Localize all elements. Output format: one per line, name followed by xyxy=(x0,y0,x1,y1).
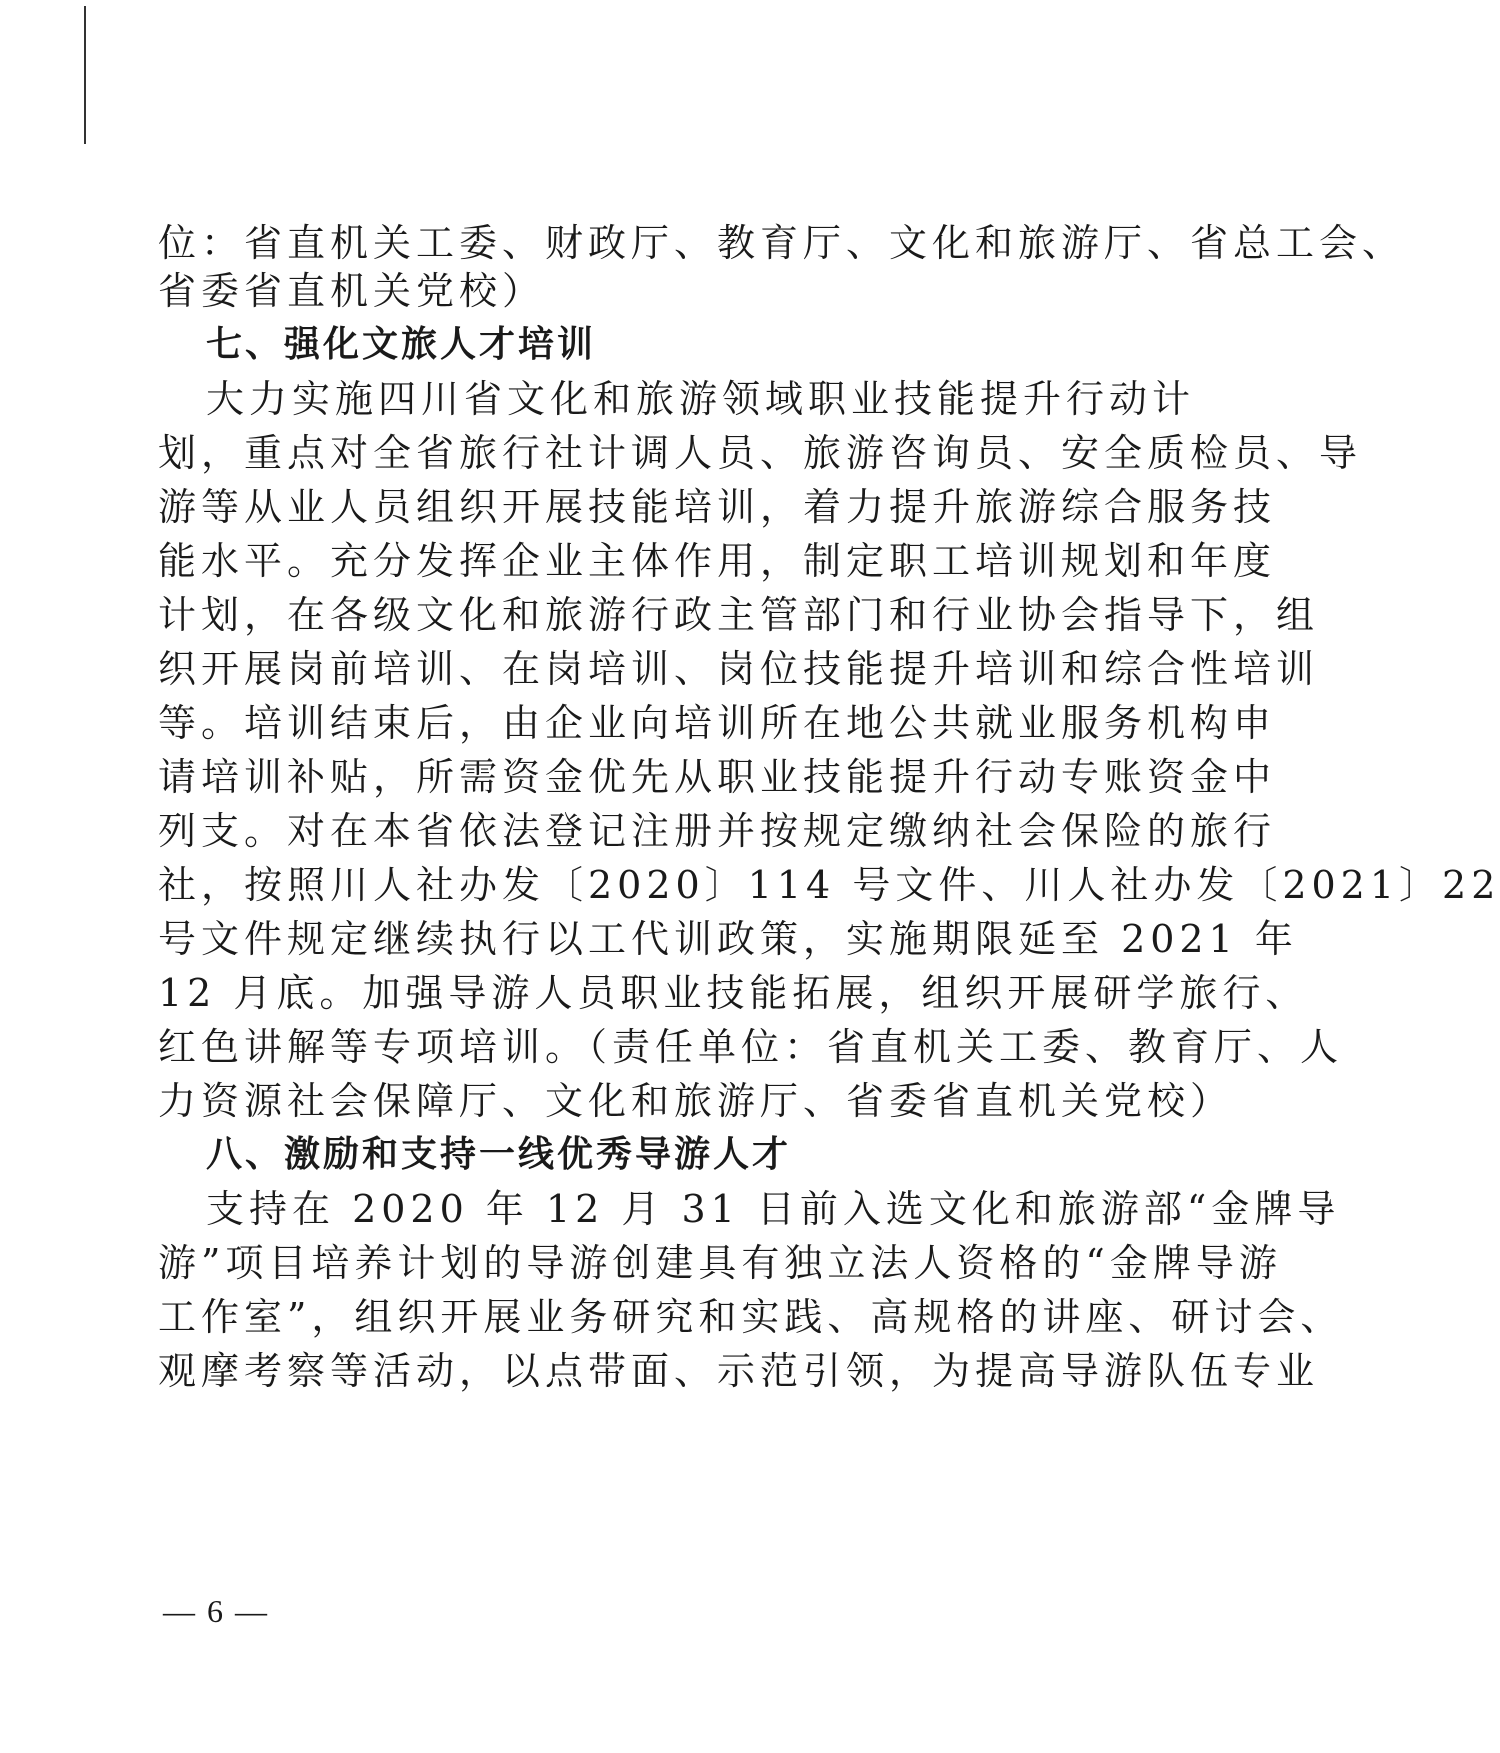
text-line: 省委省直机关党校） xyxy=(158,269,546,313)
page-number: — 6 — xyxy=(163,1593,269,1629)
section-heading-7: 七、强化文旅人才培训 xyxy=(206,324,597,365)
text-line: 红色讲解等专项培训。（责任单位：省直机关工委、教育厅、人 xyxy=(158,1025,1344,1069)
text-line: 划，重点对全省旅行社计调人员、旅游咨询员、安全质检员、导 xyxy=(158,431,1363,475)
text-line: 等。培训结束后，由企业向培训所在地公共就业服务机构申 xyxy=(158,701,1277,745)
text-line: 列支。对在本省依法登记注册并按规定缴纳社会保险的旅行 xyxy=(158,809,1277,853)
text-line: 号文件规定继续执行以工代训政策，实施期限延至 2021 年 xyxy=(158,917,1298,961)
text-line: 位：省直机关工委、财政厅、教育厅、文化和旅游厅、省总工会、 xyxy=(158,221,1406,265)
text-line: 12 月底。加强导游人员职业技能拓展，组织开展研学旅行、 xyxy=(158,971,1309,1015)
text-line: 社，按照川人社办发〔2020〕114 号文件、川人社办发〔2021〕22 xyxy=(158,863,1500,907)
text-line: 织开展岗前培训、在岗培训、岗位技能提升培训和综合性培训 xyxy=(158,647,1320,691)
text-line: 支持在 2020 年 12 月 31 日前入选文化和旅游部“金牌导 xyxy=(206,1187,1341,1231)
text-line: 能水平。充分发挥企业主体作用，制定职工培训规划和年度 xyxy=(158,539,1277,583)
text-line: 工作室”，组织开展业务研究和实践、高规格的讲座、研讨会、 xyxy=(158,1295,1344,1339)
text-line: 请培训补贴，所需资金优先从职业技能提升行动专账资金中 xyxy=(158,755,1277,799)
margin-rule xyxy=(84,6,86,144)
text-line: 大力实施四川省文化和旅游领域职业技能提升行动计 xyxy=(206,377,1196,421)
section-heading-8: 八、激励和支持一线优秀导游人才 xyxy=(206,1134,792,1175)
text-line: 游”项目培养计划的导游创建具有独立法人资格的“金牌导游 xyxy=(158,1241,1282,1285)
text-line: 计划，在各级文化和旅游行政主管部门和行业协会指导下，组 xyxy=(158,593,1320,637)
text-line: 游等从业人员组织开展技能培训，着力提升旅游综合服务技 xyxy=(158,485,1277,529)
text-line: 力资源社会保障厅、文化和旅游厅、省委省直机关党校） xyxy=(158,1079,1234,1123)
text-line: 观摩考察等活动，以点带面、示范引领，为提高导游队伍专业 xyxy=(158,1349,1320,1393)
